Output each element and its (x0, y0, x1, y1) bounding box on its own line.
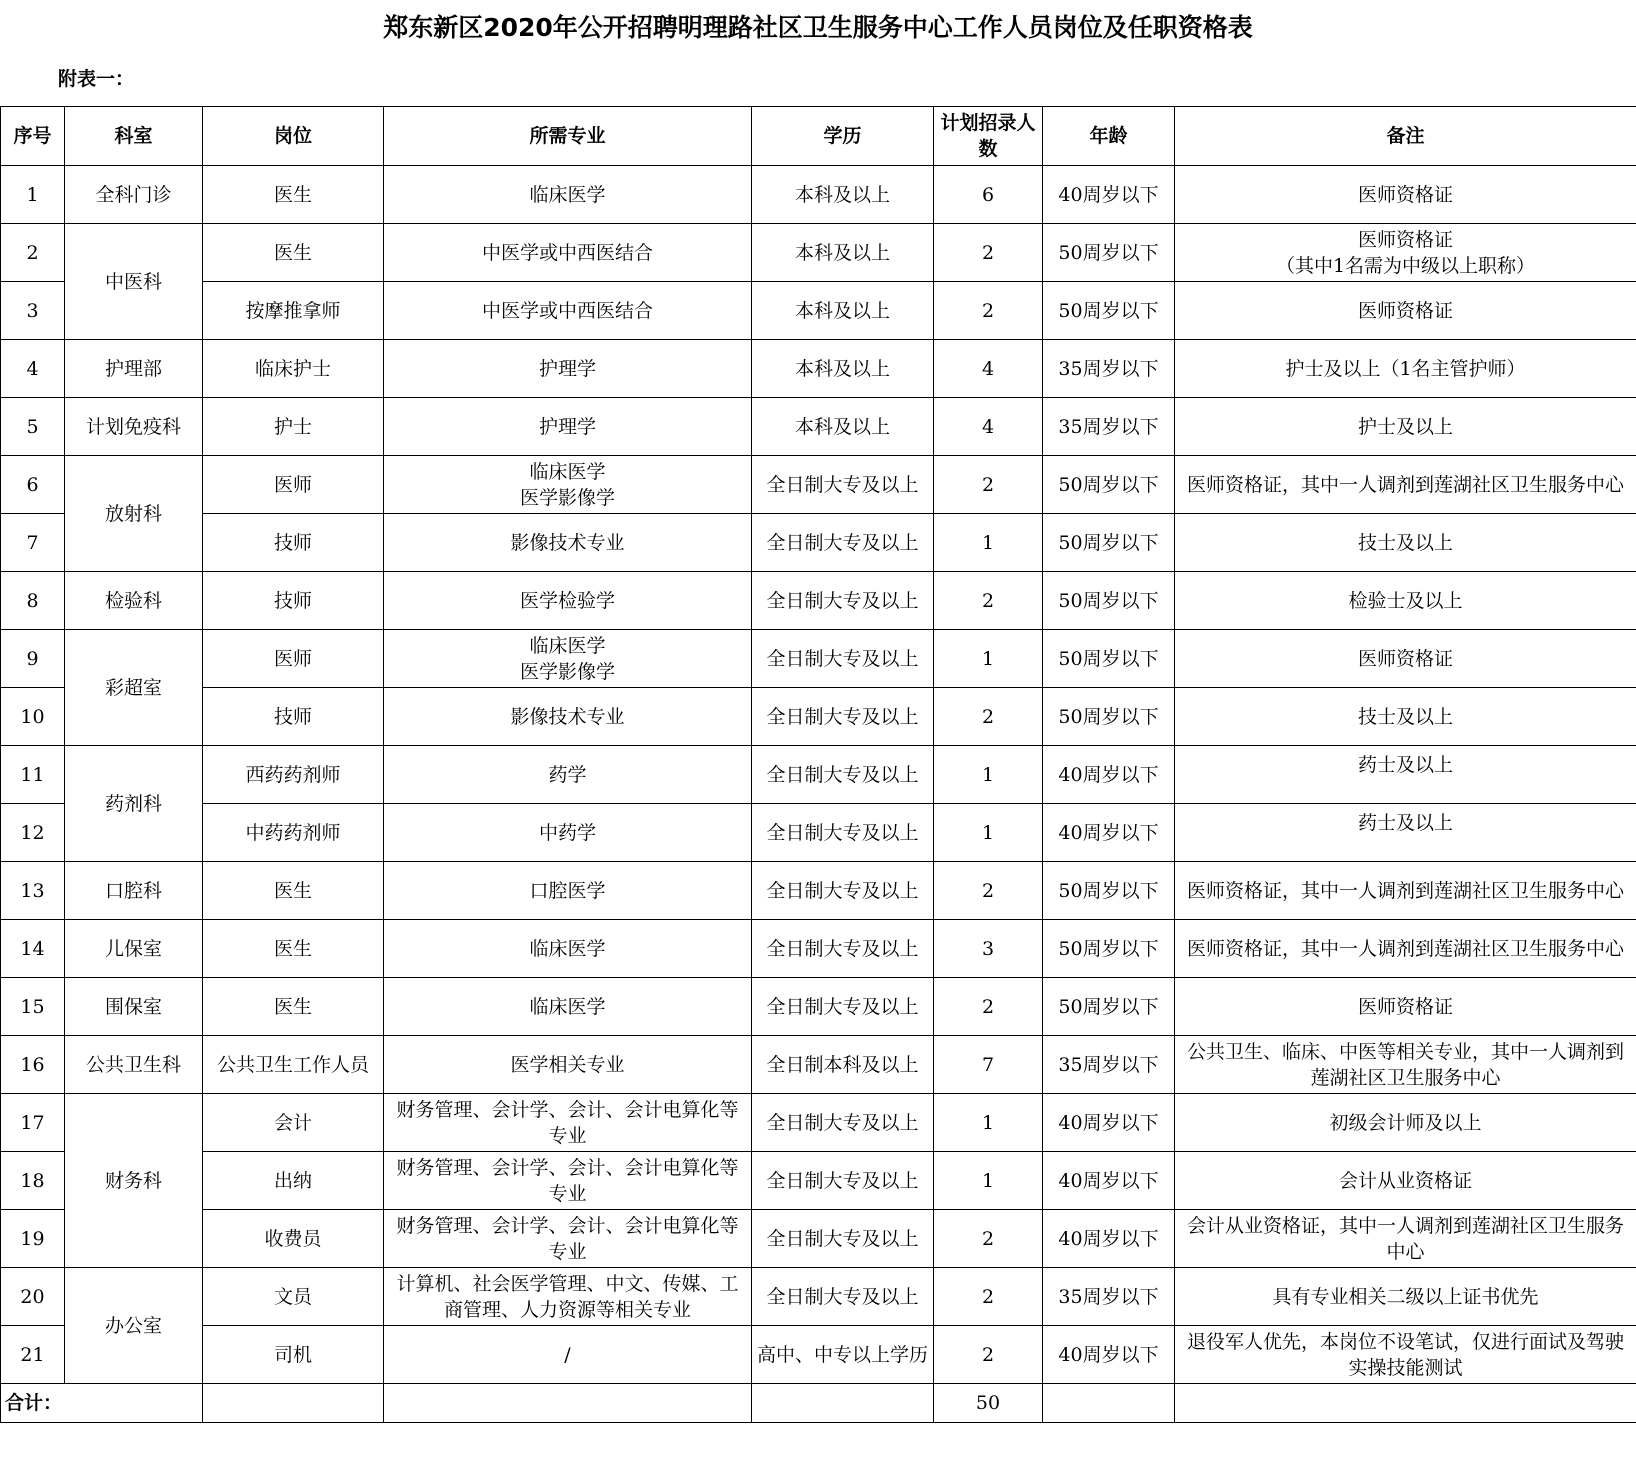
cell-major: 中药学 (384, 804, 752, 862)
cell-age: 50周岁以下 (1043, 514, 1175, 572)
header-seq: 序号 (1, 107, 65, 166)
cell-major: 中医学或中西医结合 (384, 282, 752, 340)
cell-edu: 全日制大专及以上 (752, 978, 934, 1036)
cell-age: 50周岁以下 (1043, 920, 1175, 978)
cell-seq: 14 (1, 920, 65, 978)
total-empty-cell (1043, 1384, 1175, 1423)
cell-post: 医生 (203, 166, 384, 224)
cell-major: 医学相关专业 (384, 1036, 752, 1094)
total-empty-cell (1175, 1384, 1636, 1423)
positions-table (0, 106, 1636, 1423)
cell-edu: 本科及以上 (752, 340, 934, 398)
cell-age: 50周岁以下 (1043, 630, 1175, 688)
header-row (1, 107, 1636, 166)
cell-major: 财务管理、会计学、会计、会计电算化等专业 (384, 1094, 752, 1152)
cell-age: 50周岁以下 (1043, 978, 1175, 1036)
cell-note: 技士及以上 (1175, 514, 1636, 572)
cell-plan: 1 (934, 804, 1043, 862)
page-title: 郑东新区2020年公开招聘明理路社区卫生服务中心工作人员岗位及任职资格表 (383, 13, 1253, 42)
cell-note: 具有专业相关二级以上证书优先 (1175, 1268, 1636, 1326)
header-plan: 计划招录人数 (934, 107, 1043, 166)
table-row (1, 166, 1636, 224)
cell-plan: 2 (934, 282, 1043, 340)
cell-note: 医师资格证 (1175, 978, 1636, 1036)
appendix-label: 附表一： (58, 68, 135, 90)
cell-edu: 全日制大专及以上 (752, 1094, 934, 1152)
table-row (1, 804, 1636, 862)
cell-note: 退役军人优先，本岗位不设笔试，仅进行面试及驾驶实操技能测试 (1175, 1326, 1636, 1384)
cell-note: 技士及以上 (1175, 688, 1636, 746)
table-row (1, 340, 1636, 398)
header-post: 岗位 (203, 107, 384, 166)
cell-note: 医师资格证 (1175, 630, 1636, 688)
cell-note: 医师资格证，其中一人调剂到莲湖社区卫生服务中心 (1175, 862, 1636, 920)
cell-seq: 19 (1, 1210, 65, 1268)
cell-dept: 围保室 (65, 978, 203, 1036)
cell-dept: 护理部 (65, 340, 203, 398)
cell-edu: 全日制大专及以上 (752, 920, 934, 978)
cell-plan: 2 (934, 1268, 1043, 1326)
cell-edu: 全日制大专及以上 (752, 572, 934, 630)
cell-dept: 放射科 (65, 456, 203, 572)
total-empty-cell (203, 1384, 384, 1423)
cell-seq: 7 (1, 514, 65, 572)
cell-note: 初级会计师及以上 (1175, 1094, 1636, 1152)
cell-edu: 高中、中专以上学历 (752, 1326, 934, 1384)
cell-post: 医生 (203, 920, 384, 978)
cell-major: / (384, 1326, 752, 1384)
header-note: 备注 (1175, 107, 1636, 166)
cell-plan: 2 (934, 978, 1043, 1036)
cell-post: 医师 (203, 456, 384, 514)
cell-note: 护士及以上 (1175, 398, 1636, 456)
cell-note: 医师资格证，其中一人调剂到莲湖社区卫生服务中心 (1175, 456, 1636, 514)
cell-seq: 18 (1, 1152, 65, 1210)
cell-seq: 12 (1, 804, 65, 862)
cell-dept: 计划免疫科 (65, 398, 203, 456)
cell-plan: 1 (934, 514, 1043, 572)
cell-post: 医师 (203, 630, 384, 688)
cell-seq: 5 (1, 398, 65, 456)
cell-major: 影像技术专业 (384, 688, 752, 746)
cell-seq: 15 (1, 978, 65, 1036)
cell-plan: 2 (934, 688, 1043, 746)
cell-plan: 7 (934, 1036, 1043, 1094)
cell-seq: 9 (1, 630, 65, 688)
cell-post: 按摩推拿师 (203, 282, 384, 340)
table-row (1, 1268, 1636, 1326)
cell-major: 计算机、社会医学管理、中文、传媒、工商管理、人力资源等相关专业 (384, 1268, 752, 1326)
cell-dept: 药剂科 (65, 746, 203, 862)
cell-major: 护理学 (384, 340, 752, 398)
cell-dept: 检验科 (65, 572, 203, 630)
cell-plan: 2 (934, 1326, 1043, 1384)
total-plan: 50 (934, 1384, 1043, 1423)
cell-plan: 1 (934, 1152, 1043, 1210)
cell-age: 50周岁以下 (1043, 862, 1175, 920)
cell-post: 会计 (203, 1094, 384, 1152)
cell-age: 50周岁以下 (1043, 224, 1175, 282)
cell-dept: 儿保室 (65, 920, 203, 978)
cell-edu: 全日制大专及以上 (752, 514, 934, 572)
cell-edu: 全日制大专及以上 (752, 746, 934, 804)
cell-major: 口腔医学 (384, 862, 752, 920)
cell-note: 医师资格证 （其中1名需为中级以上职称） (1175, 224, 1636, 282)
cell-post: 医生 (203, 978, 384, 1036)
cell-major: 药学 (384, 746, 752, 804)
total-label: 合计： (1, 1384, 203, 1423)
table-row (1, 920, 1636, 978)
cell-plan: 2 (934, 456, 1043, 514)
cell-edu: 本科及以上 (752, 224, 934, 282)
cell-post: 司机 (203, 1326, 384, 1384)
cell-post: 出纳 (203, 1152, 384, 1210)
cell-age: 40周岁以下 (1043, 1094, 1175, 1152)
cell-dept: 口腔科 (65, 862, 203, 920)
cell-edu: 全日制大专及以上 (752, 804, 934, 862)
cell-note: 会计从业资格证，其中一人调剂到莲湖社区卫生服务中心 (1175, 1210, 1636, 1268)
cell-post: 收费员 (203, 1210, 384, 1268)
cell-plan: 4 (934, 340, 1043, 398)
cell-seq: 6 (1, 456, 65, 514)
cell-note (1175, 804, 1636, 862)
cell-post: 医生 (203, 862, 384, 920)
cell-age: 50周岁以下 (1043, 688, 1175, 746)
table-row (1, 1094, 1636, 1152)
cell-plan: 6 (934, 166, 1043, 224)
total-row (1, 1384, 1636, 1423)
cell-dept: 财务科 (65, 1094, 203, 1268)
table-row (1, 572, 1636, 630)
table-row (1, 1036, 1636, 1094)
cell-seq: 8 (1, 572, 65, 630)
cell-age: 40周岁以下 (1043, 1152, 1175, 1210)
cell-major: 医学检验学 (384, 572, 752, 630)
cell-edu: 全日制大专及以上 (752, 1268, 934, 1326)
cell-note: 公共卫生、临床、中医等相关专业，其中一人调剂到莲湖社区卫生服务中心 (1175, 1036, 1636, 1094)
table-row (1, 224, 1636, 282)
cell-age: 50周岁以下 (1043, 282, 1175, 340)
cell-age: 40周岁以下 (1043, 804, 1175, 862)
header-dept: 科室 (65, 107, 203, 166)
cell-post: 技师 (203, 514, 384, 572)
table-row (1, 398, 1636, 456)
cell-post: 西药药剂师 (203, 746, 384, 804)
cell-edu: 全日制大专及以上 (752, 1210, 934, 1268)
cell-edu: 全日制大专及以上 (752, 630, 934, 688)
cell-edu: 全日制大专及以上 (752, 1152, 934, 1210)
cell-seq: 11 (1, 746, 65, 804)
cell-major: 中医学或中西医结合 (384, 224, 752, 282)
cell-edu: 全日制大专及以上 (752, 456, 934, 514)
cell-major: 临床医学 (384, 920, 752, 978)
table-row (1, 688, 1636, 746)
cell-seq: 2 (1, 224, 65, 282)
cell-plan: 2 (934, 862, 1043, 920)
cell-age: 50周岁以下 (1043, 572, 1175, 630)
cell-seq: 20 (1, 1268, 65, 1326)
cell-major: 临床医学 医学影像学 (384, 630, 752, 688)
cell-dept: 办公室 (65, 1268, 203, 1384)
cell-plan: 4 (934, 398, 1043, 456)
cell-plan: 2 (934, 224, 1043, 282)
table-row (1, 862, 1636, 920)
cell-seq: 1 (1, 166, 65, 224)
cell-major: 影像技术专业 (384, 514, 752, 572)
cell-age: 35周岁以下 (1043, 1268, 1175, 1326)
cell-seq: 4 (1, 340, 65, 398)
cell-seq: 16 (1, 1036, 65, 1094)
cell-age: 35周岁以下 (1043, 1036, 1175, 1094)
cell-major: 临床医学 医学影像学 (384, 456, 752, 514)
cell-post: 技师 (203, 572, 384, 630)
cell-note (1175, 746, 1636, 804)
note-text: 药士及以上 (1357, 811, 1453, 834)
cell-edu: 本科及以上 (752, 282, 934, 340)
cell-plan: 1 (934, 630, 1043, 688)
cell-post: 护士 (203, 398, 384, 456)
cell-post: 中药药剂师 (203, 804, 384, 862)
cell-major: 护理学 (384, 398, 752, 456)
table-row (1, 282, 1636, 340)
cell-edu: 全日制大专及以上 (752, 862, 934, 920)
cell-dept: 中医科 (65, 224, 203, 340)
table-row (1, 746, 1636, 804)
cell-post: 公共卫生工作人员 (203, 1036, 384, 1094)
cell-plan: 2 (934, 1210, 1043, 1268)
cell-post: 技师 (203, 688, 384, 746)
cell-note: 护士及以上（1名主管护师） (1175, 340, 1636, 398)
cell-post: 医生 (203, 224, 384, 282)
cell-plan: 3 (934, 920, 1043, 978)
cell-age: 40周岁以下 (1043, 746, 1175, 804)
cell-edu: 本科及以上 (752, 398, 934, 456)
cell-post: 临床护士 (203, 340, 384, 398)
cell-note: 会计从业资格证 (1175, 1152, 1636, 1210)
cell-edu: 本科及以上 (752, 166, 934, 224)
cell-age: 50周岁以下 (1043, 456, 1175, 514)
header-age: 年龄 (1043, 107, 1175, 166)
cell-dept: 彩超室 (65, 630, 203, 746)
header-major: 所需专业 (384, 107, 752, 166)
header-edu: 学历 (752, 107, 934, 166)
table-row (1, 1152, 1636, 1210)
cell-edu: 全日制本科及以上 (752, 1036, 934, 1094)
total-empty-cell (384, 1384, 752, 1423)
cell-age: 35周岁以下 (1043, 398, 1175, 456)
cell-edu: 全日制大专及以上 (752, 688, 934, 746)
cell-plan: 1 (934, 746, 1043, 804)
cell-note: 检验士及以上 (1175, 572, 1636, 630)
cell-age: 40周岁以下 (1043, 1210, 1175, 1268)
cell-major: 财务管理、会计学、会计、会计电算化等专业 (384, 1152, 752, 1210)
cell-seq: 21 (1, 1326, 65, 1384)
cell-plan: 2 (934, 572, 1043, 630)
cell-major: 财务管理、会计学、会计、会计电算化等专业 (384, 1210, 752, 1268)
table-row (1, 978, 1636, 1036)
cell-seq: 13 (1, 862, 65, 920)
note-text: 药士及以上 (1357, 753, 1453, 776)
cell-age: 40周岁以下 (1043, 166, 1175, 224)
cell-dept: 公共卫生科 (65, 1036, 203, 1094)
cell-note: 医师资格证，其中一人调剂到莲湖社区卫生服务中心 (1175, 920, 1636, 978)
table-row (1, 630, 1636, 688)
table-row (1, 514, 1636, 572)
cell-seq: 3 (1, 282, 65, 340)
cell-seq: 17 (1, 1094, 65, 1152)
cell-post: 文员 (203, 1268, 384, 1326)
cell-dept: 全科门诊 (65, 166, 203, 224)
cell-major: 临床医学 (384, 166, 752, 224)
cell-age: 35周岁以下 (1043, 340, 1175, 398)
cell-plan: 1 (934, 1094, 1043, 1152)
cell-major: 临床医学 (384, 978, 752, 1036)
table-row (1, 1210, 1636, 1268)
table-row (1, 456, 1636, 514)
total-empty-cell (752, 1384, 934, 1423)
cell-age: 40周岁以下 (1043, 1326, 1175, 1384)
cell-seq: 10 (1, 688, 65, 746)
table-row (1, 1326, 1636, 1384)
cell-note: 医师资格证 (1175, 166, 1636, 224)
cell-note: 医师资格证 (1175, 282, 1636, 340)
